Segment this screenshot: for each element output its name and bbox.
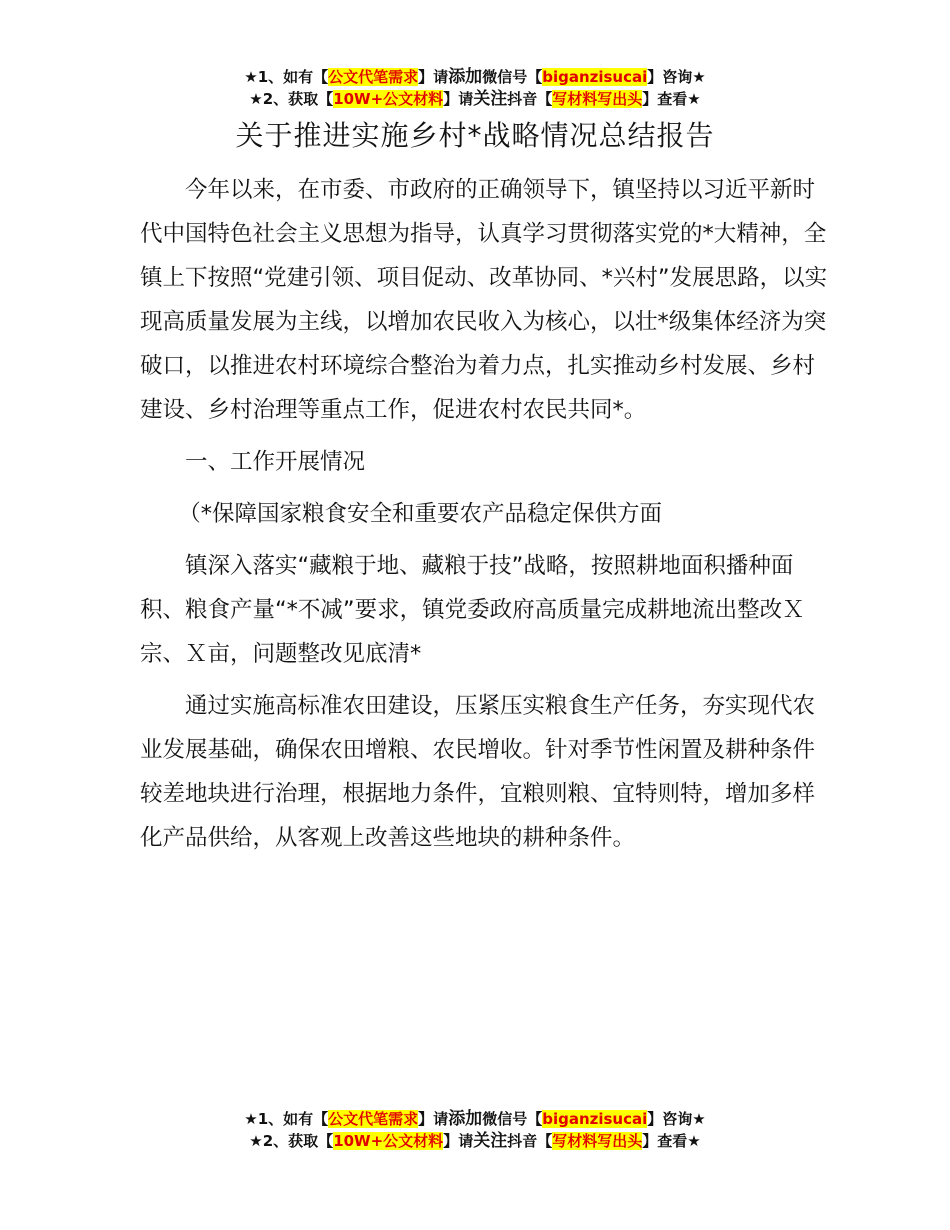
banner-text: ★1、如有【 bbox=[244, 68, 329, 86]
header-banner bbox=[0, 66, 950, 110]
banner-line-1 bbox=[0, 1108, 950, 1130]
document-body bbox=[140, 168, 830, 860]
banner-line-2 bbox=[0, 1130, 950, 1152]
banner-text: 微信号【 bbox=[482, 68, 543, 86]
banner-text: 】请 bbox=[443, 1132, 474, 1150]
banner-highlight: 10W+公文材料 bbox=[333, 90, 444, 108]
banner-text: ★2、获取【 bbox=[249, 1132, 334, 1150]
banner-emphasis: 关注 bbox=[473, 1131, 508, 1151]
document-title: 关于推进实施乡村*战略情况总结报告 bbox=[235, 119, 715, 152]
banner-text: 】查看★ bbox=[642, 1132, 701, 1150]
banner-text: 】查看★ bbox=[642, 90, 701, 108]
banner-text: 】请 bbox=[418, 68, 449, 86]
banner-text: ★2、获取【 bbox=[249, 90, 334, 108]
banner-highlight: 10W+公文材料 bbox=[333, 1132, 444, 1150]
banner-emphasis: 添加 bbox=[448, 67, 483, 87]
banner-highlight: 写材料写出头 bbox=[552, 90, 643, 108]
banner-text: 】咨询★ bbox=[647, 68, 706, 86]
paragraph-intro: 今年以来，在市委、市政府的正确领导下，镇坚持以习近平新时代中国特色社会主义思想为指导，认真学习贯彻落实党的*大精神，全镇上下按照“党建引领、项目促动、改革协同、*兴村”发展思路，以实现高质量发展为主线，以增加农民收入为核心，以壮*级集体经济为突破口，以推进农村环境综合整治为着力点，扎实推动乡村发展、乡村建设、乡村治理等重点工作，促进农村农民共同*。 bbox=[140, 177, 828, 423]
banner-text: 】咨询★ bbox=[647, 1110, 706, 1128]
banner-highlight: 公文代笔需求 bbox=[328, 1110, 419, 1128]
banner-emphasis: 添加 bbox=[448, 1109, 483, 1129]
banner-highlight: biganzisucai bbox=[542, 1110, 648, 1128]
section-heading: 一、工作开展情况 bbox=[185, 449, 366, 475]
paragraph-farmland: 通过实施高标准农田建设，压紧压实粮食生产任务，夯实现代农业发展基础，确保农田增粮、农民增收。针对季节性闲置及耕种条件较差地块进行治理，根据地力条件，宜粮则粮、宜特则特，增加多样化产品供给，从客观上改善这些地块的耕种条件。 bbox=[140, 693, 816, 851]
banner-line-1 bbox=[0, 66, 950, 88]
banner-text: 】请 bbox=[418, 1110, 449, 1128]
banner-highlight: biganzisucai bbox=[542, 68, 648, 86]
banner-text: 微信号【 bbox=[482, 1110, 543, 1128]
paragraph-grain-strategy: 镇深入落实“藏粮于地、藏粮于技”战略，按照耕地面积播种面积、粮食产量“*不减”要求，镇党委政府高质量完成耕地流出整改Ｘ宗、Ｘ亩，问题整改见底清* bbox=[140, 553, 805, 667]
banner-emphasis: 关注 bbox=[473, 89, 508, 109]
footer-banner bbox=[0, 1108, 950, 1152]
banner-text: 抖音【 bbox=[507, 1132, 553, 1150]
subsection-heading: （*保障国家粮食安全和重要农产品稳定保供方面 bbox=[178, 501, 663, 527]
banner-text: 】请 bbox=[443, 90, 474, 108]
banner-text: ★1、如有【 bbox=[244, 1110, 329, 1128]
banner-text: 抖音【 bbox=[507, 90, 553, 108]
banner-line-2 bbox=[0, 88, 950, 110]
banner-highlight: 写材料写出头 bbox=[552, 1132, 643, 1150]
banner-highlight: 公文代笔需求 bbox=[328, 68, 419, 86]
